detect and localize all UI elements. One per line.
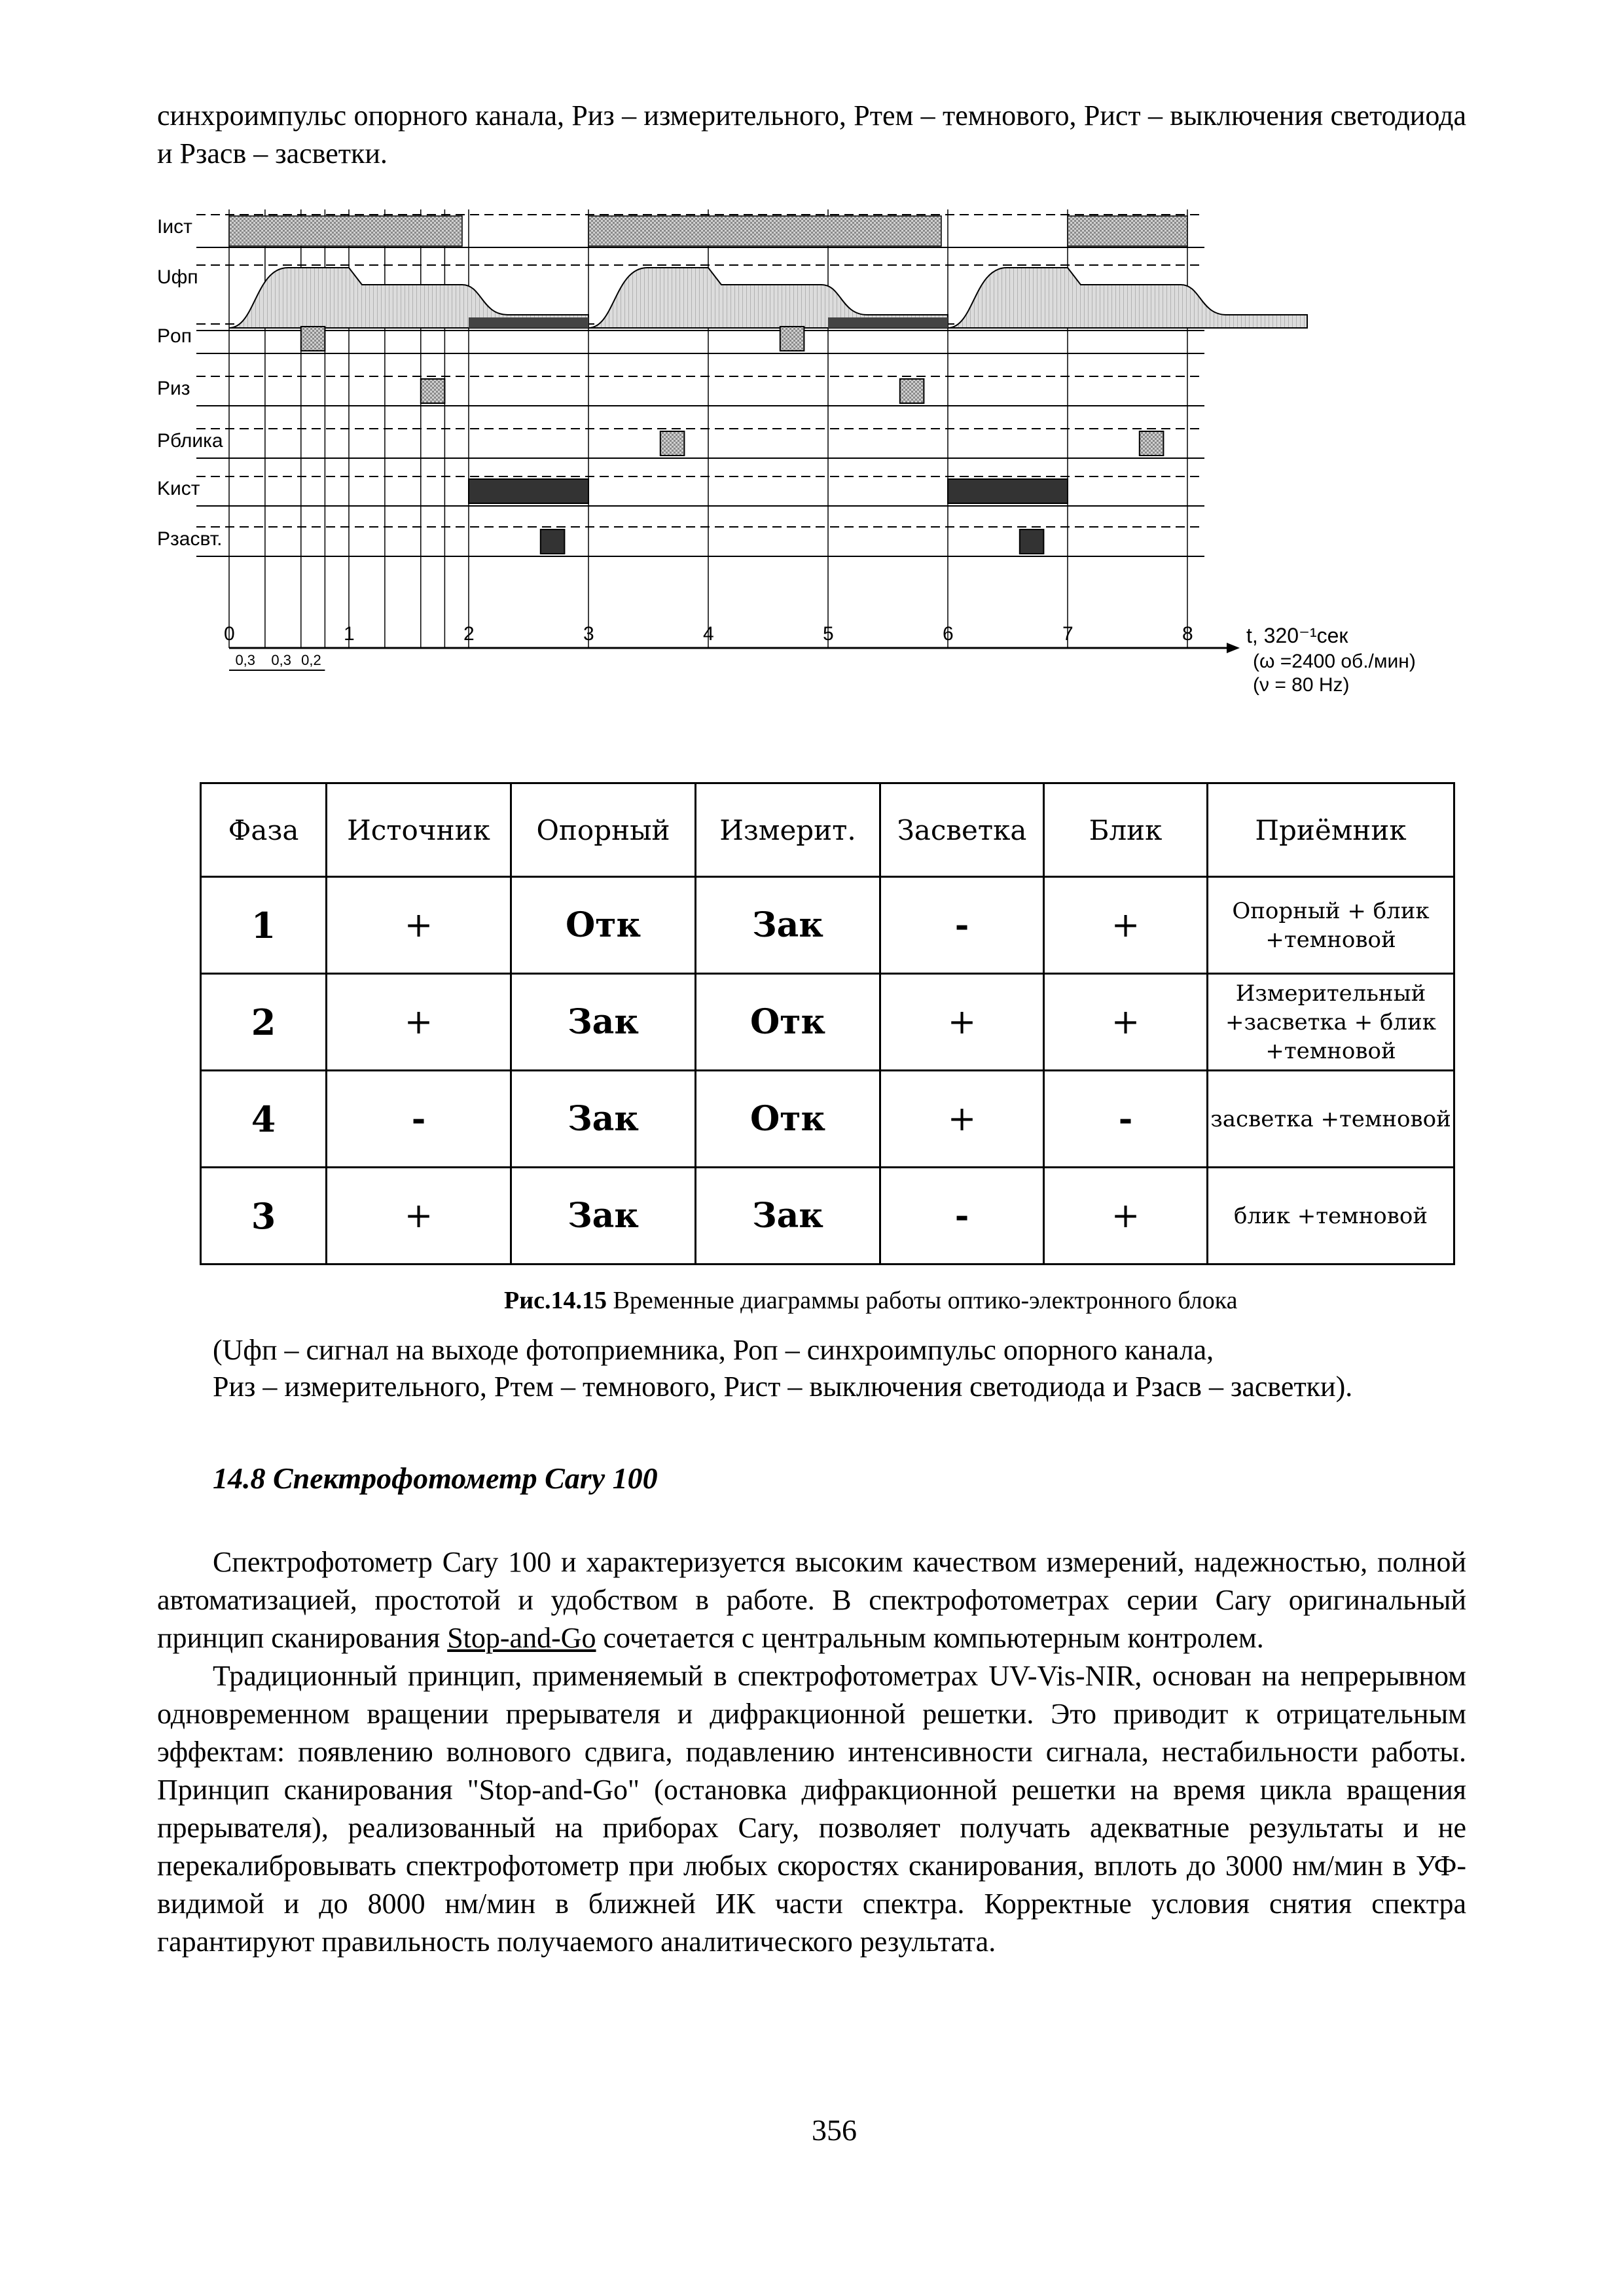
stop-and-go-link[interactable]: Stop-and-Go bbox=[447, 1622, 596, 1654]
figure-caption bbox=[504, 1286, 1238, 1315]
meas-pulse bbox=[900, 379, 924, 403]
intro-paragraph: синхроимпульс опорного канала, Риз – измерительного, Ртем – темнового, Рист – выключения светодиода и Рзасв – засветки. bbox=[157, 99, 1466, 170]
phase-table bbox=[200, 782, 1455, 1265]
x-tick-label: 3 bbox=[583, 623, 594, 645]
sub-tick-label: 0,3 bbox=[271, 652, 291, 668]
x-tick-label: 2 bbox=[463, 623, 475, 645]
source-off-pulse bbox=[948, 479, 1068, 503]
table-cell: + bbox=[1044, 974, 1208, 1071]
figure-legend bbox=[213, 1332, 1456, 1405]
header-source: Источник bbox=[327, 783, 511, 877]
source-pulse bbox=[588, 216, 941, 246]
table-cell: Измерительный +засветка + блик +темновой bbox=[1208, 974, 1454, 1071]
glare-pulse bbox=[660, 431, 685, 456]
row-label: Pиз bbox=[157, 378, 190, 399]
table-cell: - bbox=[1044, 1071, 1208, 1168]
table-header-row bbox=[201, 783, 1454, 877]
table-cell: Зак bbox=[696, 877, 880, 974]
header-measure: Измерит. bbox=[696, 783, 880, 877]
header-glare: Блик bbox=[1044, 783, 1208, 877]
table-row bbox=[201, 974, 1454, 1071]
table-cell: + bbox=[1044, 1168, 1208, 1265]
table-cell: + bbox=[327, 974, 511, 1071]
freq-label: (ν = 80 Hz) bbox=[1253, 674, 1350, 696]
x-tick-label: 6 bbox=[943, 623, 954, 645]
row-label: Pблика bbox=[157, 430, 223, 452]
table-cell: засветка +темновой bbox=[1208, 1071, 1454, 1168]
row-label: Kист bbox=[157, 478, 200, 499]
table-cell: - bbox=[327, 1071, 511, 1168]
meas-pulse bbox=[421, 379, 445, 403]
timing-diagram bbox=[157, 196, 1466, 720]
paragraph-text: сочетается с центральным компьютерным контролем. bbox=[596, 1622, 1264, 1654]
table-cell: - bbox=[880, 877, 1044, 974]
page-number: 356 bbox=[812, 2113, 857, 2147]
table-cell: Зак bbox=[696, 1168, 880, 1265]
source-pulse bbox=[1068, 216, 1187, 246]
dark-level bbox=[828, 317, 948, 328]
table-cell: Отк bbox=[696, 1071, 880, 1168]
paragraph-cary bbox=[157, 1543, 1466, 1657]
table-cell: + bbox=[880, 974, 1044, 1071]
header-illumination: Засветка bbox=[880, 783, 1044, 877]
table-cell: Зак bbox=[511, 1168, 696, 1265]
table-cell: 4 bbox=[201, 1071, 327, 1168]
paragraph bbox=[157, 1543, 1466, 1961]
figure-number: Рис.14.15 bbox=[504, 1287, 607, 1314]
table-row bbox=[201, 1071, 1454, 1168]
table-cell: Зак bbox=[511, 974, 696, 1071]
x-tick-label: 0 bbox=[224, 623, 235, 645]
table-cell: + bbox=[327, 1168, 511, 1265]
row-label: Pоп bbox=[157, 325, 192, 347]
ref-pulse bbox=[301, 327, 325, 351]
x-tick-label: 5 bbox=[823, 623, 834, 645]
axis-arrow bbox=[1227, 643, 1240, 653]
header-reference: Опорный bbox=[511, 783, 696, 877]
dark-level bbox=[469, 317, 588, 328]
section-heading: 14.8 Спектрофотометр Cary 100 bbox=[213, 1462, 658, 1495]
x-tick-label: 4 bbox=[703, 623, 714, 645]
figure-caption-text: Временные диаграммы работы оптико-электронного блока bbox=[606, 1287, 1238, 1314]
header-receiver: Приёмник bbox=[1208, 783, 1454, 877]
table-row bbox=[201, 1168, 1454, 1265]
table-cell: 3 bbox=[201, 1168, 327, 1265]
ref-pulse bbox=[780, 327, 804, 351]
legend-line: (Uфп – сигнал на выходе фотоприемника, Роп – синхроимпульс опорного канала, bbox=[213, 1334, 1214, 1366]
table-cell: + bbox=[327, 877, 511, 974]
row-label: Uфп bbox=[157, 266, 198, 288]
table-cell: Опорный + блик +темновой bbox=[1208, 877, 1454, 974]
omega-label: (ω =2400 об./мин) bbox=[1253, 651, 1416, 672]
row-label: Iист bbox=[157, 216, 192, 238]
x-tick-label: 7 bbox=[1062, 623, 1074, 645]
source-off-pulse bbox=[469, 479, 588, 503]
table-cell: - bbox=[880, 1168, 1044, 1265]
photodetector-signal bbox=[948, 268, 1307, 328]
paragraph-text: Спектрофотометр Cary 100 и характеризуется высоким качеством измерений, надежностью, полной автоматизацией, простотой и удобством в работе. В спектрофотометрах серии Cary оригинальный принцип сканирования bbox=[157, 1546, 1466, 1654]
table-cell: + bbox=[1044, 877, 1208, 974]
glare-pulse bbox=[1140, 431, 1164, 456]
x-tick-label: 8 bbox=[1182, 623, 1193, 645]
x-tick-label: 1 bbox=[344, 623, 355, 645]
table-cell: Зак bbox=[511, 1071, 696, 1168]
table-row bbox=[201, 877, 1454, 974]
table-cell: Отк bbox=[696, 974, 880, 1071]
illumination-pulse bbox=[1020, 529, 1044, 554]
table-cell: 2 bbox=[201, 974, 327, 1071]
legend-line: Риз – измерительного, Ртем – темнового, Рист – выключения светодиода и Рзасв – засветки). bbox=[213, 1371, 1353, 1403]
table-cell: Отк bbox=[511, 877, 696, 974]
illumination-pulse bbox=[541, 529, 565, 554]
axis-label: t, 320⁻¹сек bbox=[1246, 624, 1348, 647]
sub-tick-label: 0,3 bbox=[235, 652, 256, 668]
source-pulse bbox=[229, 216, 462, 246]
table-cell: блик +темновой bbox=[1208, 1168, 1454, 1265]
row-label: Pзасвт. bbox=[157, 528, 223, 550]
table-cell: 1 bbox=[201, 877, 327, 974]
sub-tick-label: 0,2 bbox=[301, 652, 321, 668]
paragraph-principle: Традиционный принцип, применяемый в спектрофотометрах UV-Vis-NIR, основан на непрерывном одновременном вращении прерывателя и дифракционной решетки. Это приводит к отрицательным эффектам: появлению волнового сдвига, подавлению интенсивности сигнала, нестабильности работы. Принцип сканирования "Stop-and-Go" (остановка дифракционной решетки на время цикла вращения прерывателя), реализованный на приборах Cary, позволяет получать адекватные результаты и не перекалибровывать спектрофотометр при любых скоростях сканирования, вплоть до 3000 нм/мин в УФ-видимой и до 8000 нм/мин в ближней ИК части спектра. Корректные условия снятия спектра гарантируют правильность получаемого аналитического результата. bbox=[157, 1660, 1466, 1958]
header-phase: Фаза bbox=[201, 783, 327, 877]
table-cell: + bbox=[880, 1071, 1044, 1168]
